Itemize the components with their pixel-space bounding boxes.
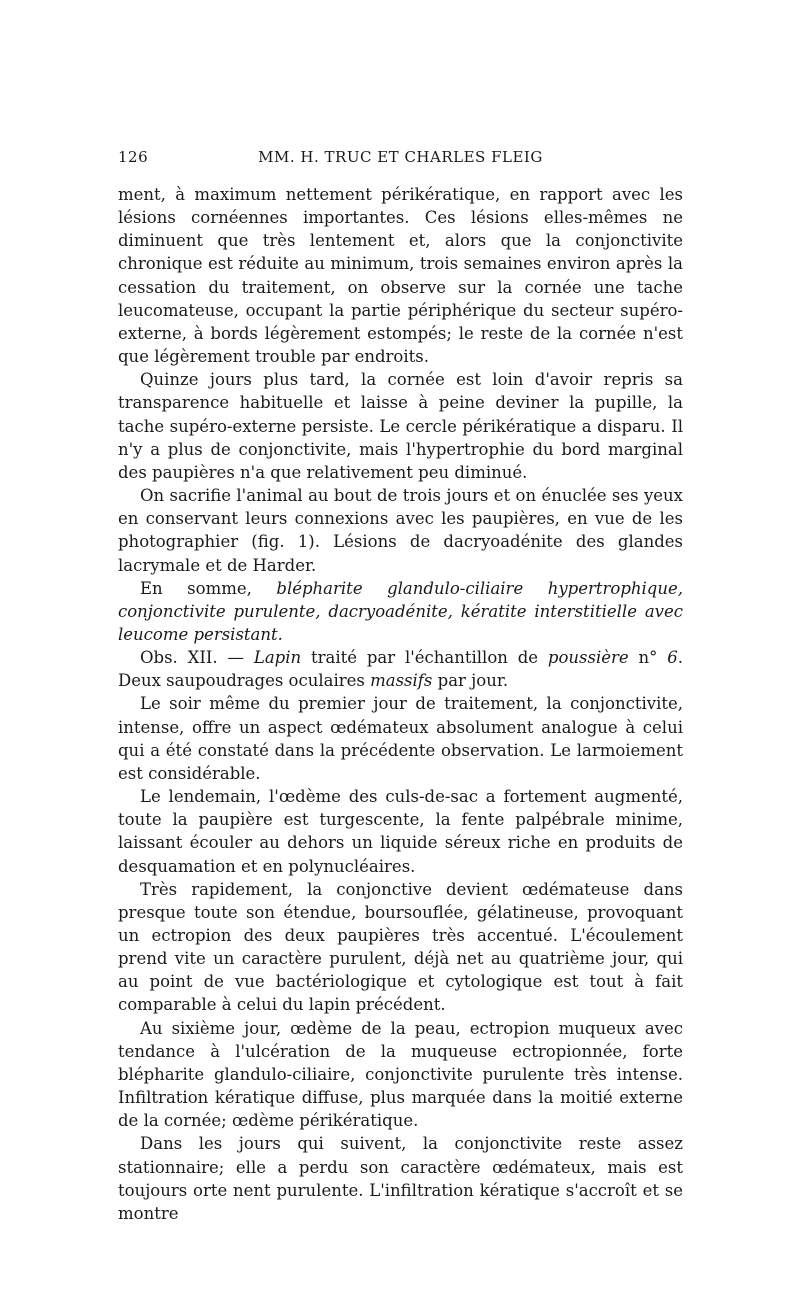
obs-text-4: par jour.	[432, 671, 509, 691]
page-body	[118, 183, 683, 1225]
paragraph-1: ment, à maximum nettement périkératique, en rapport avec les lésions cornéennes importantes. Ces lésions elles-mêmes ne diminuent que très lentement et, alors que la conjonctivite chronique est réduite au minimum, trois semaines environ après la cessation du traitement, on observe sur la cornée une tache leucomateuse, occupant la partie périphérique du secteur supéro-externe, à bords légèrement estompés; le reste de la cornée n'est que légèrement trouble par endroits.	[118, 185, 683, 367]
summary-lead: En somme,	[140, 578, 277, 598]
page-header	[118, 148, 683, 170]
paragraph-7: Le lendemain, l'œdème des culs-de-sac a fortement augmenté, toute la paupière est turgescente, la fente palpébrale minime, laissant écouler au dehors un liquide séreux riche en produits de desquamation et en polynucléaires.	[118, 787, 683, 876]
obs-sample: poussière	[547, 648, 629, 668]
paragraph-10: Dans les jours qui suivent, la conjonctivite reste assez stationnaire; elle a perdu son caractère œdémateux, mais est toujours orte nent purulente. L'infiltration kératique s'accroît et se montre	[118, 1134, 683, 1223]
paragraph-9: Au sixième jour, œdème de la peau, ectropion muqueux avec tendance à l'ulcération de la muqueuse ectropionnée, forte blépharite glandulo-ciliaire, conjonctivite purulente très intense. Infiltration kératique diffuse, plus marquée dans la moitié externe de la cornée; œdème périkératique.	[118, 1018, 683, 1131]
paragraph-3: On sacrifie l'animal au bout de trois jours et on énuclée ses yeux en conservant leurs connexions avec les paupières, en vue de les photographier (fig. 1). Lésions de dacryoadénite des glandes lacrymale et de Harder.	[118, 486, 683, 575]
obs-label: Obs. XII. —	[140, 648, 254, 668]
page-number: 126	[118, 148, 149, 166]
paragraph-2: Quinze jours plus tard, la cornée est loin d'avoir repris sa transparence habituelle et laisse à peine deviner la pupille, la tache supéro-externe persiste. Le cercle périkératique a disparu. Il n'y a plus de conjonctivite, mais l'hypertrophie du bord marginal des paupières n'a que relativement peu diminué.	[118, 370, 683, 482]
paragraph-8: Très rapidement, la conjonctive devient œdémateuse dans presque toute son étendue, boursouflée, gélatineuse, provoquant un ectropion des deux paupières très accentué. L'écoulement prend vite un caractère purulent, déjà net au quatrième jour, qui au point de vue bactériologique et cytologique est tout à fait comparable à celui du lapin précédent.	[118, 879, 683, 1015]
running-title: MM. H. TRUC ET CHARLES FLEIG	[258, 148, 543, 166]
obs-text-2: n°	[628, 648, 668, 668]
obs-text-3: . Deux saupoudrages oculaires	[118, 648, 683, 691]
obs-sample-number: 6	[667, 648, 678, 668]
obs-subject: Lapin	[253, 648, 302, 668]
paragraph-summary	[118, 577, 683, 646]
observation-heading	[118, 646, 683, 692]
paragraph-6: Le soir même du premier jour de traitement, la conjonctivite, intense, offre un aspect œdémateux absolument analogue à celui qui a été constaté dans la précédente observation. Le larmoiement est considérable.	[118, 694, 683, 783]
book-page	[118, 148, 683, 1225]
summary-italic: blépharite glandulo-ciliaire hypertrophique, conjonctivite purulente, dacryoadénite, kératite interstitielle avec leucome persistant.	[118, 578, 683, 644]
obs-dose: massifs	[370, 671, 433, 691]
obs-text-1: traité par l'échantillon de	[301, 648, 548, 668]
